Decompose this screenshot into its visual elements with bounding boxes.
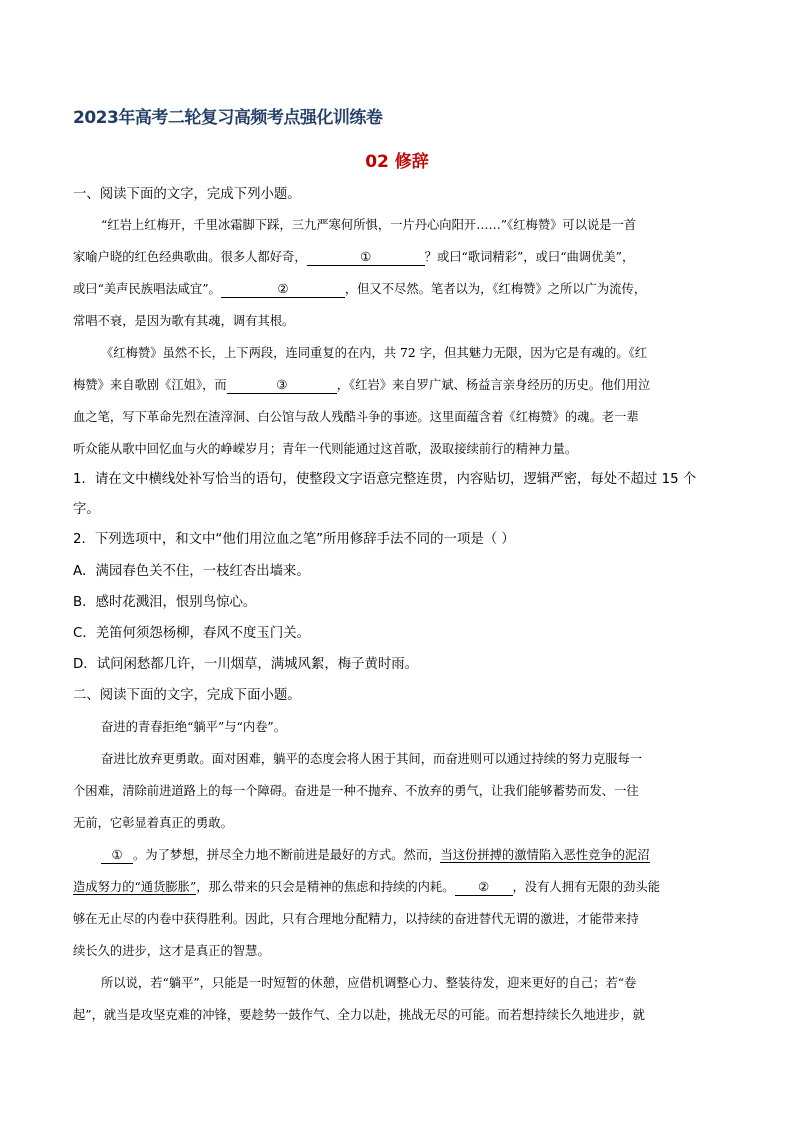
s1-p2-line3: 血之笔，写下革命先烈在渣滓洞、白公馆与敌人残酷斗争的事迹。这里面蕴含着《红梅赞》的魂。老一辈 — [73, 410, 639, 424]
answer-blank-1[interactable] — [307, 249, 425, 266]
blank-3-marker: ③ — [276, 378, 288, 392]
s1-p2-line4: 听众能从歌中回忆血与火的峥嵘岁月；青年一代则能通过这首歌，汲取接续前行的精神力量。 — [73, 442, 578, 456]
answer-blank-3[interactable] — [227, 377, 337, 394]
s2-p2-line2 — [73, 877, 660, 896]
s2-p3-line2: 起”，就当是攻坚克难的冲锋，要趁势一鼓作气、全力以赴，挑战无尽的可能。而若想持续长久地进步，就 — [73, 1008, 645, 1022]
s2-p2-line2-text-b: ，那么带来的只会是精神的焦虑和持续的内耗。 — [196, 880, 455, 894]
option-a[interactable]: A．满园春色关不住，一枝红杏出墙来。 — [73, 564, 310, 579]
s1-p1-line1: “红岩上红梅开，千里冰霜脚下踩，三九严寒何所惧，一片丹心向阳开……”《红梅赞》可以说是一首 — [101, 218, 637, 232]
s1-p2-line2 — [73, 375, 650, 394]
s1-p1-line4: 常唱不衰，是因为歌有其魂，调有其根。 — [73, 314, 295, 328]
option-c[interactable]: C．羌笛何须怨杨柳，春风不度玉门关。 — [73, 626, 310, 641]
s2-p2-line2-text-c: ，没有人拥有无限的劲头能 — [512, 880, 661, 894]
s1-p1-line2 — [73, 247, 634, 266]
question-1-line2: 字。 — [73, 502, 100, 517]
s1-p1-line3-text-a: 或曰“美声民族唱法咸宜”。 — [73, 282, 221, 296]
s2-p1-line2: 个困难，清除前进道路上的每一个障碍。奋进是一种不抛弃、不放弃的勇气，让我们能够蓄势而发、一往 — [73, 784, 639, 798]
s2-p2-line3: 够在无止尽的内卷中获得胜利。因此，只有合理地分配精力，以持续的奋进替代无谓的激进，才能带来持 — [73, 912, 639, 926]
s1-p1-line3 — [73, 279, 646, 298]
section2-heading: 二、阅读下面的文字，完成下面小题。 — [73, 688, 301, 703]
document-title: 2023年高考二轮复习高频考点强化训练卷 — [73, 108, 383, 128]
s2-blank-1-marker: ① — [111, 848, 123, 862]
underlined-phrase-1: 当这份拼搏的激情陷入恶性竞争的泥沼 — [440, 848, 650, 862]
s2-passage-title: 奋进的青春拒绝“躺平”与“内卷”。 — [101, 720, 287, 734]
s2-blank-2-marker: ② — [477, 880, 490, 894]
s1-p1-line3-text-b: ，但又不尽然。笔者以为，《红梅赞》之所以广为流传， — [344, 282, 647, 296]
s2-p1-line3: 无前，它彰显着真正的勇敢。 — [73, 816, 233, 830]
s2-p2-line1-text-a: 。为了梦想，拼尽全力地不断前进是最好的方式。然而， — [133, 848, 441, 862]
blank-2-marker: ② — [277, 282, 289, 296]
underlined-phrase-2: 造成努力的“通货膨胀” — [73, 880, 197, 894]
blank-1-marker: ① — [360, 250, 372, 264]
s1-p2-line1: 《红梅赞》虽然不长，上下两段，连同重复的在内，共 72 字，但其魅力无限，因为它是有魂的。《红 — [101, 346, 648, 360]
s2-p2-line4: 续长久的进步，这才是真正的智慧。 — [73, 944, 270, 958]
answer-blank-s2-1[interactable] — [101, 847, 133, 864]
s1-p2-line2-text-a: 梅赞》来自歌剧《江姐》，而 — [73, 378, 227, 392]
s2-p3-line1: 所以说，若“躺平”，只能是一时短暂的休憩，应借机调整心力、整装待发，迎来更好的自己；若“卷 — [101, 976, 637, 990]
s1-p1-line2-text-a: 家喻户晓的红色经典歌曲。很多人都好奇， — [73, 250, 307, 264]
s1-p1-line2-text-b: ？或曰“歌词精彩”，或曰“曲调优美”， — [424, 250, 635, 264]
answer-blank-s2-2[interactable] — [455, 879, 513, 896]
option-d[interactable]: D．试问闲愁都几许，一川烟草，满城风絮，梅子黄时雨。 — [73, 657, 419, 672]
option-b[interactable]: B．感时花溅泪，恨别鸟惊心。 — [73, 595, 257, 610]
s2-p2-line1 — [101, 845, 650, 864]
section1-heading: 一、阅读下面的文字，完成下列小题。 — [73, 187, 301, 202]
section-subtitle: 02 修辞 — [365, 152, 429, 172]
question-2-stem: 2．下列选项中，和文中“他们用泣血之笔”所用修辞手法不同的一项是（ ） — [73, 532, 515, 547]
s1-p2-line2-text-b: ，《红岩》来自罗广斌、杨益言亲身经历的历史。他们用泣 — [336, 378, 651, 392]
answer-blank-2[interactable] — [221, 281, 345, 298]
s2-p1-line1: 奋进比放弃更勇敢。面对困难，躺平的态度会将人困于其间，而奋进则可以通过持续的努力克服每一 — [101, 752, 643, 766]
question-1-line1: 1．请在文中横线处补写恰当的语句，使整段文字语意完整连贯，内容贴切，逻辑严密，每处不超过 15 个 — [73, 472, 697, 487]
